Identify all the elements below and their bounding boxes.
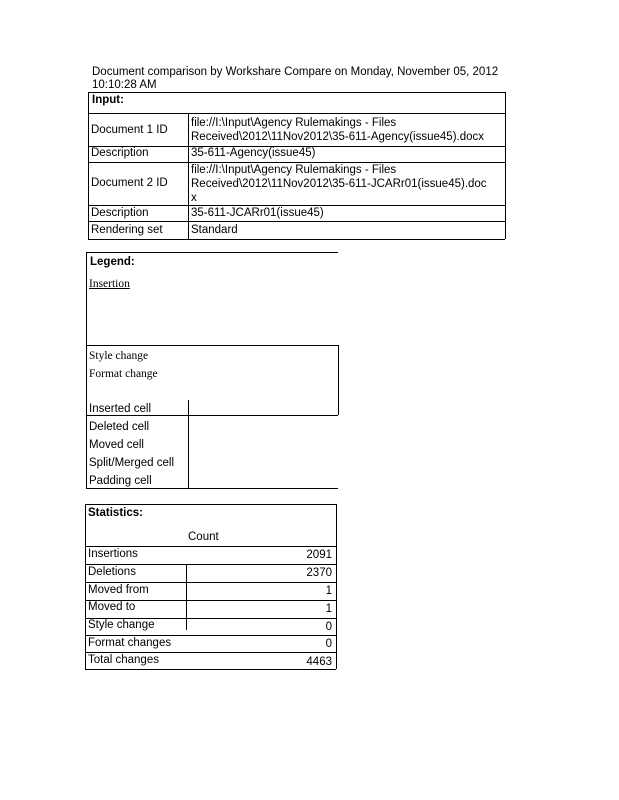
legend-moved-cell: Moved cell <box>89 439 144 451</box>
stat-insertions-count: 2091 <box>306 549 332 561</box>
stat-format-changes-count: 0 <box>325 638 332 650</box>
doc1-path-line1: file://I:\Input\Agency Rulemakings - Files <box>191 117 397 129</box>
stat-deletions-count: 2370 <box>306 567 332 579</box>
legend-padding-cell: Padding cell <box>89 475 152 487</box>
comparison-title: Document comparison by Workshare Compare on Monday, November 05, 2012 <box>92 66 499 78</box>
stat-insertions-label: Insertions <box>88 548 138 560</box>
count-header: Count <box>188 531 219 543</box>
stat-total-changes-label: Total changes <box>88 654 159 666</box>
doc1-label: Document 1 ID <box>91 124 168 136</box>
desc2-value: 35-611-JCARr01(issue45) <box>191 207 324 219</box>
stat-moved-to-count: 1 <box>325 603 332 615</box>
desc1-value: 35-611-Agency(issue45) <box>191 147 316 159</box>
legend-insertion: Insertion <box>89 278 130 290</box>
desc2-label: Description <box>91 207 149 219</box>
stat-style-change-count: 0 <box>325 621 332 633</box>
rendering-set-label: Rendering set <box>91 224 163 236</box>
desc1-label: Description <box>91 147 149 159</box>
legend-split-merged-cell: Split/Merged cell <box>89 457 175 469</box>
stat-moved-from-count: 1 <box>325 585 332 597</box>
rendering-set-value: Standard <box>191 224 238 236</box>
stat-moved-from-label: Moved from <box>88 584 149 596</box>
doc2-path-line3: x <box>191 192 197 204</box>
legend-format-change: Format change <box>89 368 158 380</box>
doc2-label: Document 2 ID <box>91 177 168 189</box>
stat-style-change-label: Style change <box>88 619 155 631</box>
doc1-path-line2: Received\2012\11Nov2012\35-611-Agency(issue45).docx <box>191 131 485 143</box>
stat-deletions-label: Deletions <box>88 566 136 578</box>
legend-heading: Legend: <box>90 256 135 268</box>
stat-format-changes-label: Format changes <box>88 637 172 649</box>
legend-inserted-cell: Inserted cell <box>89 403 152 415</box>
stat-moved-to-label: Moved to <box>88 601 136 613</box>
doc2-path-line1: file://I:\Input\Agency Rulemakings - Files <box>191 164 397 176</box>
legend-style-change: Style change <box>89 350 149 362</box>
statistics-heading: Statistics: <box>88 507 143 519</box>
stat-total-changes-count: 4463 <box>306 656 332 668</box>
legend-deleted-cell: Deleted cell <box>89 421 150 433</box>
input-heading: Input: <box>92 94 124 106</box>
comparison-time: 10:10:28 AM <box>92 79 157 91</box>
doc2-path-line2: Received\2012\11Nov2012\35-611-JCARr01(issue45).doc <box>191 178 487 190</box>
